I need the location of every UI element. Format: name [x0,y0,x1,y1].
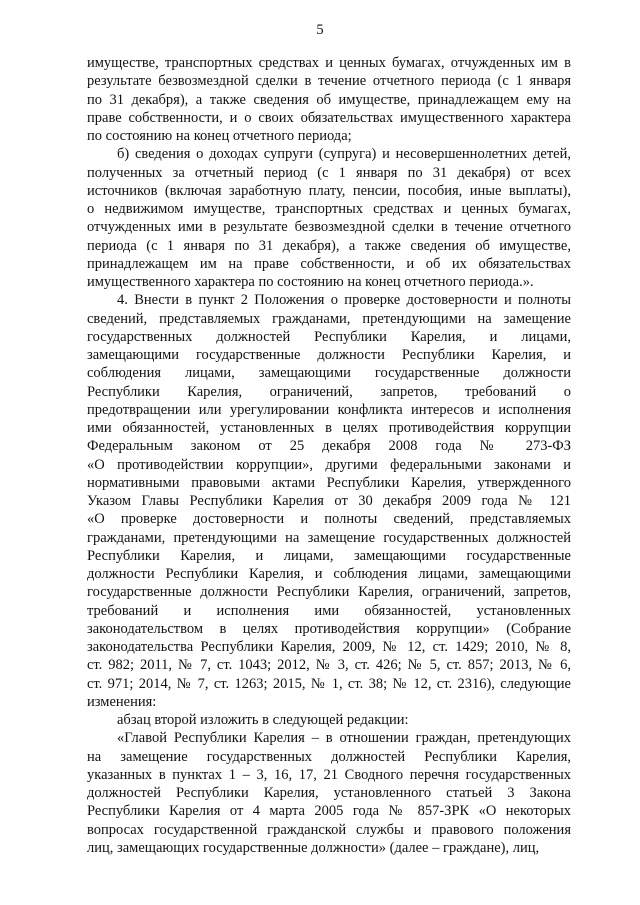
text-line: Республики Карелия от 4 марта 2005 года № 857-ЗРК «О некоторых [87,803,571,820]
text-line: праве собственности, и о своих обязательствах имущественного характера [87,109,571,126]
text-line: гражданами, претендующими на замещение государственных должностей [87,529,571,546]
paragraph-p3 [87,291,571,711]
text-line: результате безвозмездной сделки в течение отчетного периода (с 1 января [87,73,571,90]
text-line: б) сведения о доходах супруги (супруга) и несовершеннолетних детей, [117,146,571,163]
text-line: должности Республики Карелия, и соблюдения лицами, замещающими [87,566,571,582]
text-line: периода (с 1 января по 31 декабря), а также сведения об имуществе, [87,237,571,254]
text-line: абзац второй изложить в следующей редакции: [117,712,409,728]
text-line: о недвижимом имуществе, транспортных средствах и ценных бумагах, [87,201,571,217]
text-line: принадлежащем им на праве собственности, и об их обязательствах [87,255,571,272]
text-line: 4. Внести в пункт 2 Положения о проверке достоверности и полноты [117,292,571,309]
text-line: по состоянию на конец отчетного периода; [87,128,352,144]
text-line: Республики Карелия, ограничений, запретов, требований о [87,383,571,400]
text-line: по 31 декабря), а также сведения об имуществе, принадлежащем ему на [87,91,571,108]
text-line: должностей Республики Карелия, установленного статьей 3 Закона [87,785,571,801]
text-line: на замещение государственных должностей Республики Карелия, [87,748,571,765]
text-line: требований и исполнения ими обязанностей, установленных [87,602,571,619]
text-line: имуществе, транспортных средствах и ценных бумагах, отчужденных им в [87,55,571,71]
text-line: указанных в пунктах 1 – 3, 16, 17, 21 Сводного перечня государственных [87,766,571,783]
document-body [87,54,571,857]
text-line: «О проверке достоверности и полноты сведений, представляемых [87,511,571,528]
text-line: Указом Главы Республики Карелия от 30 декабря 2009 года № 121 [87,493,571,509]
text-line: сведений, представляемых гражданами, претендующими на замещение [87,310,571,327]
text-line: Республики Карелия, и лицами, замещающими государственные [87,547,571,564]
text-line: изменения: [87,693,157,710]
text-line: вопросах государственной гражданской службы и правового положения [87,821,571,838]
text-line: лиц, замещающих государственные должности» (далее – граждане), лиц, [87,839,540,856]
paragraph-p4 [87,711,571,729]
text-line: «О противодействии коррупции», другими федеральными законами и [87,456,571,473]
paragraph-p1 [87,54,571,145]
text-line: государственные должности Республики Карелия, ограничений, запретов, [87,584,571,601]
paragraph-p5 [87,729,571,857]
text-line: ст. 982; 2011, № 7, ст. 1043; 2012, № 3, ст. 426; № 5, ст. 857; 2013, № 6, [87,657,571,674]
text-line: отчужденных ими в результате безвозмездной сделки в течение отчетного [87,219,571,236]
paragraph-p2 [87,145,571,291]
text-line: нормативными правовыми актами Республики Карелия, утвержденного [87,474,571,491]
text-line: Федеральным законом от 25 декабря 2008 года № 273-ФЗ [87,438,571,455]
text-line: источников (включая заработную плату, пенсии, пособия, иные выплаты), [87,182,571,199]
text-line: полученных за отчетный период (с 1 января по 31 декабря) от всех [87,164,571,181]
text-line: имущественного характера по состоянию на конец отчетного периода.». [87,274,534,290]
text-line: ст. 971; 2014, № 7, ст. 1263; 2015, № 1, ст. 38; № 12, ст. 2316), следующие [87,675,571,692]
page-number: 5 [316,22,324,38]
text-line: «Главой Республики Карелия – в отношении граждан, претендующих [117,730,571,747]
text-line: законодательством в целях противодействия коррупции» (Собрание [87,620,571,637]
text-line: соблюдения лицами, замещающими государственные должности [87,365,571,382]
text-line: ими обязанностей, установленных в целях противодействия коррупции [87,420,571,436]
text-line: предотвращении или урегулировании конфликта интересов и исполнения [87,401,571,418]
text-line: государственных должностей Республики Карелия, и лицами, [87,328,571,345]
text-line: замещающими государственные должности Республики Карелия, и [87,347,571,363]
text-line: законодательства Республики Карелия, 2009, № 12, ст. 1429; 2010, № 8, [87,639,571,655]
